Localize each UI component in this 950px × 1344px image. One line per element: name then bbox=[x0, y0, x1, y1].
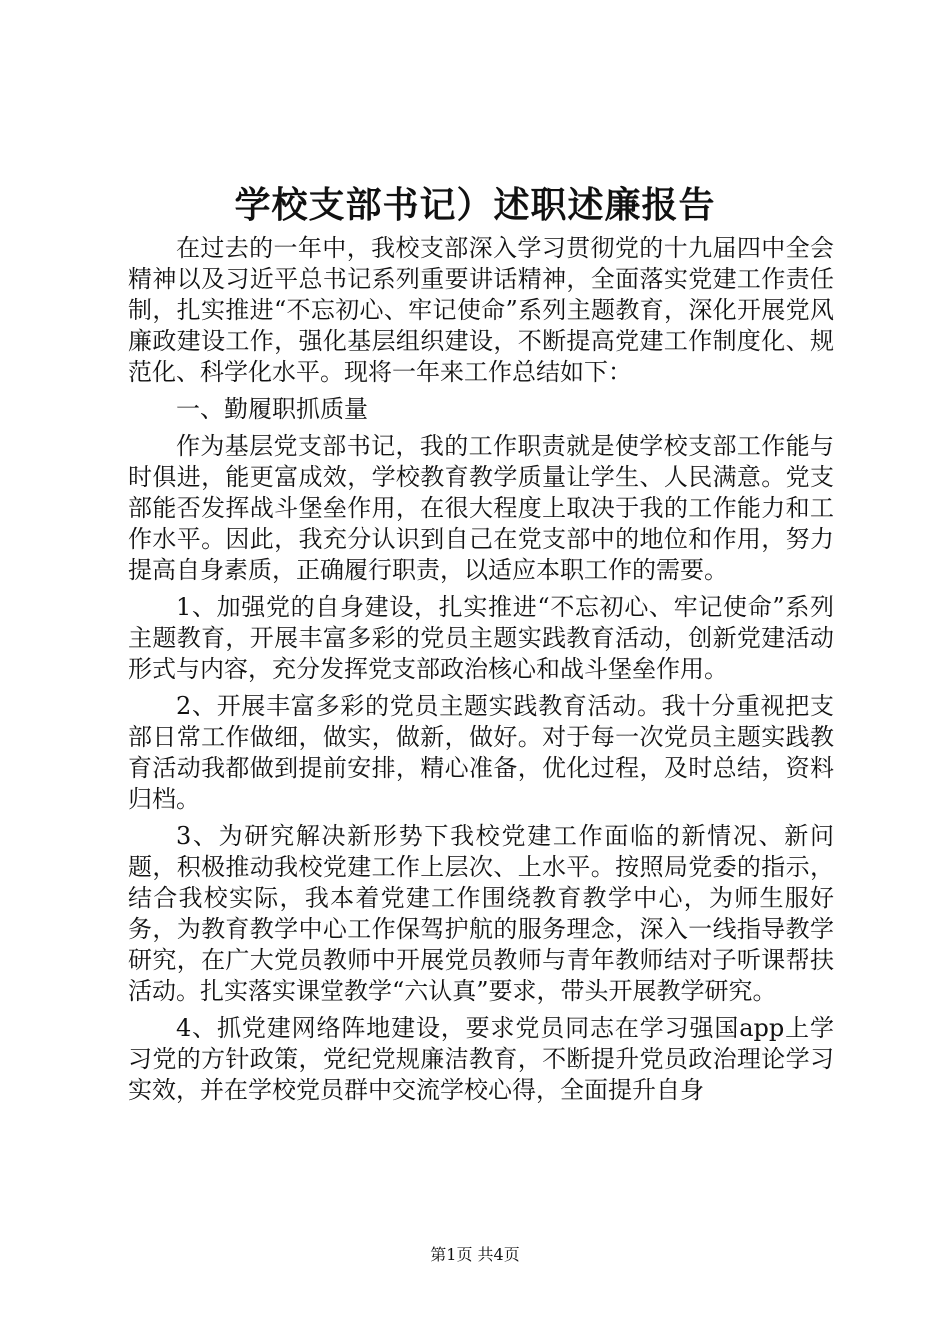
paragraph-item-3: 3、为研究解决新形势下我校党建工作面临的新情况、新问题，积极推动我校党建工作上层次、上水平。按照局党委的指示，结合我校实际，我本着党建工作围绕教育教学中心，为师生服好务，为教育教学中心工作保驾护航的服务理念，深入一线指导教学研究，在广大党员教师中开展党员教师与青年教师结对子听课帮扶活动。扎实落实课堂教学“六认真”要求，带头开展教学研究。 bbox=[128, 822, 834, 1005]
document-title: 学校支部书记）述职述廉报告 bbox=[234, 184, 716, 226]
document-body bbox=[128, 233, 834, 1112]
section-heading: 一、勤履职抓质量 bbox=[176, 395, 368, 423]
paragraph-item-1: 1、加强党的自身建设，扎实推进“不忘初心、牢记使命”系列主题教育，开展丰富多彩的党员主题实践教育活动，创新党建活动形式与内容，充分发挥党支部政治核心和战斗堡垒作用。 bbox=[128, 593, 834, 683]
paragraph-intro: 在过去的一年中，我校支部深入学习贯彻党的十九届四中全会精神以及习近平总书记系列重要讲话精神，全面落实党建工作责任制，扎实推进“不忘初心、牢记使命”系列主题教育，深化开展党风廉政建设工作，强化基层组织建设，不断提高党建工作制度化、规范化、科学化水平。现将一年来工作总结如下： bbox=[128, 234, 834, 386]
paragraph-duties: 作为基层党支部书记，我的工作职责就是使学校支部工作能与时俱进，能更富成效，学校教育教学质量让学生、人民满意。党支部能否发挥战斗堡垒作用，在很大程度上取决于我的工作能力和工作水平。因此，我充分认识到自己在党支部中的地位和作用，努力提高自身素质，正确履行职责，以适应本职工作的需要。 bbox=[128, 432, 834, 584]
paragraph-item-2: 2、开展丰富多彩的党员主题实践教育活动。我十分重视把支部日常工作做细，做实，做新，做好。对于每一次党员主题实践教育活动我都做到提前安排，精心准备，优化过程，及时总结，资料归档。 bbox=[128, 692, 834, 813]
page-footer: 第1页 共4页 bbox=[430, 1245, 520, 1264]
paragraph-item-4: 4、抓党建网络阵地建设，要求党员同志在学习强国app上学习党的方针政策，党纪党规廉洁教育，不断提升党员政治理论学习实效，并在学校党员群中交流学校心得，全面提升自身 bbox=[128, 1014, 834, 1104]
